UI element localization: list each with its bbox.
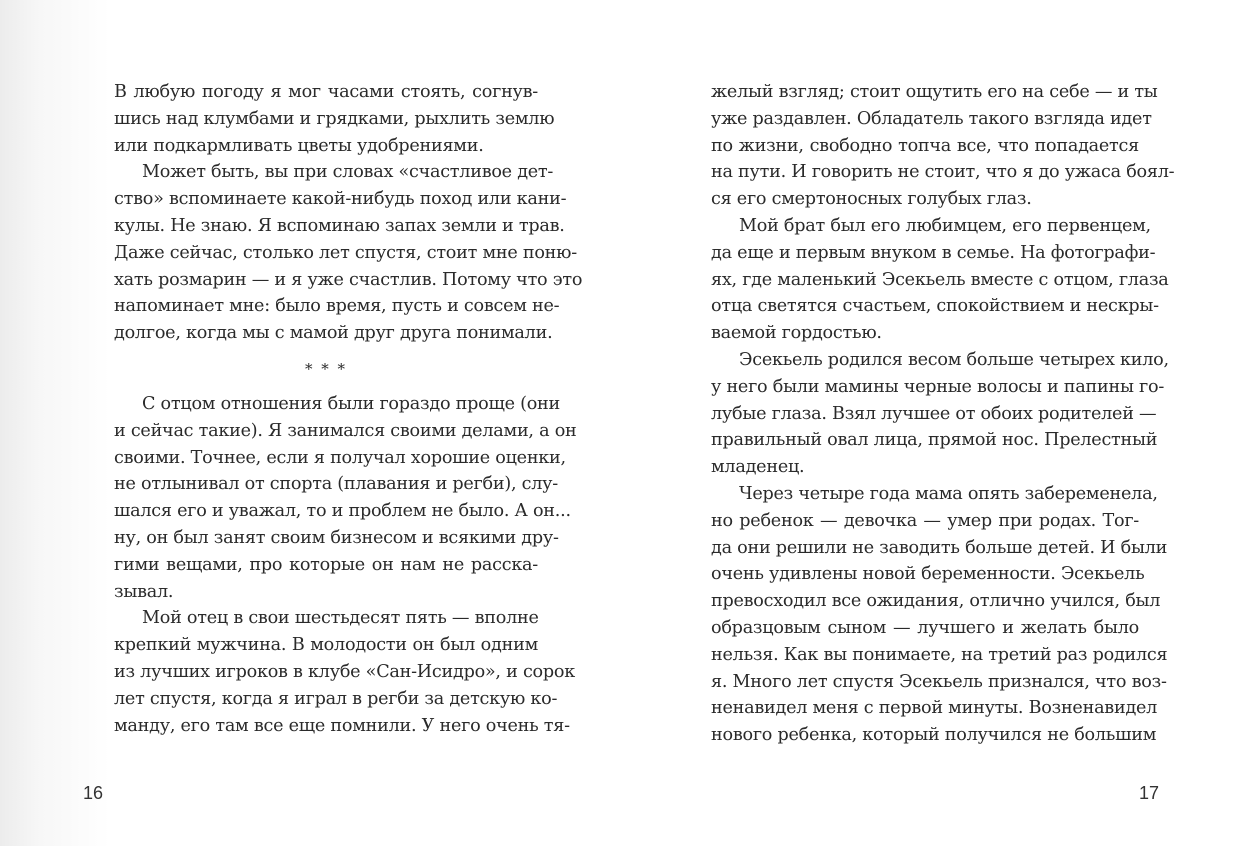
text-line: В любую погоду я мог часами стоять, согнув- (114, 82, 538, 102)
text-line: Мой брат был его любимцем, его первенцем, (739, 215, 1151, 236)
text-line: лет спустя, когда я играл в регби за детскую ко- (114, 688, 558, 709)
text-line: Мой отец в свои шестьдесят пять — вполне (142, 608, 539, 629)
text-line: я. Много лет спустя Эсекьель признался, что воз- (711, 671, 1167, 692)
text-line: превосходил все ожидания, отлично учился, был (711, 591, 1161, 612)
text-line: да они решили не заводить больше детей. И были (711, 537, 1168, 558)
text-line: шался его и уважал, то и проблем не было. А он... (114, 501, 571, 522)
text-line: нового ребенка, который получился не большим (711, 725, 1157, 746)
text-line: С отцом отношения были гораздо проще (они (142, 393, 560, 414)
text-line: манду, его там все еще помнили. У него очень тя- (114, 715, 570, 736)
text-line: ваемой гордостью. (711, 323, 882, 344)
left-page (0, 0, 621, 846)
text-line: у него были мамины черные волосы и папины го- (711, 376, 1165, 397)
text-line: хать розмарин — и я уже счастлив. Потому что это (114, 269, 583, 290)
text-line: правильный овал лица, прямой нос. Прелестный (711, 430, 1158, 451)
text-line: по жизни, свободно топча все, что попадается (711, 135, 1139, 156)
text-line: кулы. Не знаю. Я вспоминаю запах земли и трав. (114, 215, 565, 236)
text-line: своими. Точнее, если я получал хорошие оценки, (114, 447, 566, 468)
right-page (621, 0, 1242, 846)
text-line: шись над клумбами и грядками, рыхлить землю (114, 108, 555, 129)
text-line: лубые глаза. Взял лучшее от обоих родителей — (711, 403, 1157, 424)
text-line: и сейчас такие). Я занимался своими делами, а он (114, 420, 577, 441)
section-separator: * * * (304, 359, 348, 378)
left-page-text (114, 79, 583, 739)
text-line: уже раздавлен. Обладатель такого взгляда идет (711, 108, 1152, 129)
text-line: на пути. И говорить не стоит, что я до ужаса боял- (711, 162, 1175, 183)
text-line: Эсекьель родился весом больше четырех кило, (739, 349, 1169, 370)
text-line: не отлынивал от спорта (плавания и регби), слу- (114, 474, 558, 495)
right-page-text (711, 79, 1175, 749)
text-line: или подкармливать цветы удобрениями. (114, 135, 484, 156)
page-number-right: 17 (1138, 783, 1159, 803)
text-line: Даже сейчас, столько лет спустя, стоит мне поню- (114, 242, 577, 263)
text-line: из лучших игроков в клубе «Сан-Исидро», и сорок (114, 661, 575, 682)
page-number-left: 16 (83, 783, 104, 803)
text-line: но ребенок — девочка — умер при родах. Тог- (711, 510, 1139, 531)
text-line: ся его смертоносных голубых глаз. (711, 189, 1032, 210)
text-line: ненавидел меня с первой минуты. Возненавидел (711, 698, 1158, 719)
text-line: образцовым сыном — лучшего и желать было (711, 617, 1139, 638)
text-line: отца светятся счастьем, спокойствием и нескры- (711, 296, 1159, 317)
text-line: долгое, когда мы с мамой друг друга понимали. (114, 323, 553, 344)
text-line: ство» вспоминаете какой-нибудь поход или кани- (114, 189, 567, 210)
text-line: крепкий мужчина. В молодости он был одним (114, 635, 538, 656)
text-line: да еще и первым внуком в семье. На фотографи- (711, 242, 1156, 263)
text-line: ях, где маленький Эсекьель вместе с отцом, глаза (711, 269, 1169, 290)
text-line: младенец. (711, 457, 805, 478)
text-line: желый взгляд; стоит ощутить его на себе — и ты (711, 82, 1158, 102)
text-line: Может быть, вы при словах «счастливое дет- (142, 162, 554, 183)
text-line: Через четыре года мама опять забеременела, (739, 483, 1158, 504)
text-line: гими вещами, про которые он нам не расска- (114, 554, 538, 575)
text-line: зывал. (114, 581, 174, 602)
text-line: ну, он был занят своим бизнесом и всякими дру- (114, 527, 559, 548)
text-line: очень удивлены новой беременности. Эсекьель (711, 564, 1145, 585)
text-line: напоминает мне: было время, пусть и совсем не- (114, 296, 560, 317)
text-line: нельзя. Как вы понимаете, на третий раз родился (711, 644, 1168, 665)
